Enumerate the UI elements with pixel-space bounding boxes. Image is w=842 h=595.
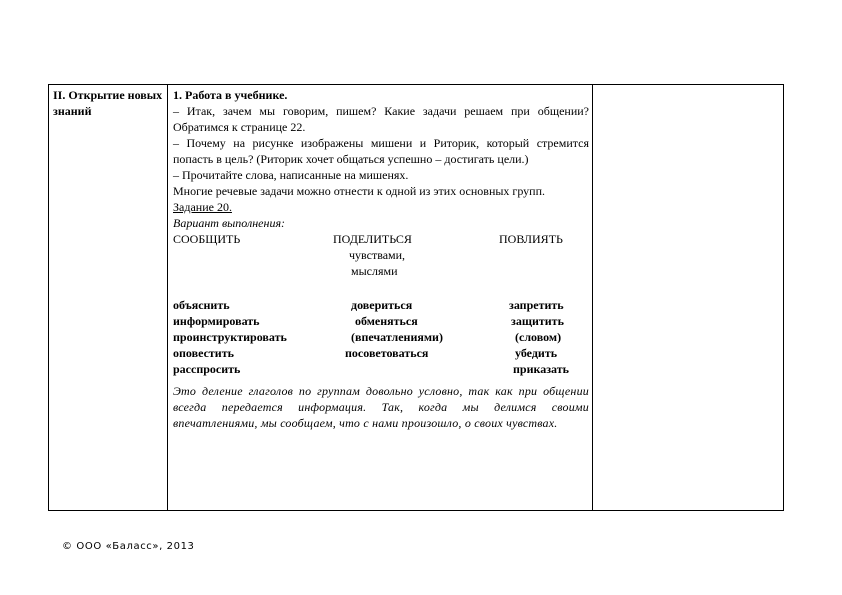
column-divider	[592, 85, 593, 510]
column-divider	[167, 85, 168, 510]
paragraph: Многие речевые задачи можно отнести к одной из этих основных групп.	[173, 184, 546, 198]
verb-table	[173, 297, 589, 377]
verb-row: проинструктировать (впечатлениями) (словом)	[173, 330, 562, 344]
copyright-footer: © ООО «Баласс», 2013	[62, 541, 195, 552]
paragraph: – Почему на рисунке изображены мишени и Риторик, который стремится попасть в цель? (Риторик хочет общаться успешно – достигать цели.)	[173, 136, 589, 166]
group-share: ПОДЕЛИТЬСЯ	[333, 232, 412, 246]
group-inform: СООБЩИТЬ	[173, 232, 241, 246]
variant-label: Вариант выполнения:	[173, 216, 286, 230]
content-cell	[173, 87, 589, 431]
stage-cell: II. Открытие новых знаний	[53, 88, 163, 118]
group-share-sub: мыслями	[351, 264, 398, 278]
task-heading: 1. Работа в учебнике.	[173, 88, 288, 102]
group-headers	[173, 231, 589, 247]
verb-row: оповестить посоветоваться убедить	[173, 346, 558, 360]
verb-row: информировать обменяться защитить	[173, 314, 564, 328]
verb-row: объяснить довериться запретить	[173, 298, 564, 312]
group-influence: ПОВЛИЯТЬ	[499, 232, 563, 246]
assignment-label: Задание 20.	[173, 200, 232, 214]
verb-row: расспросить приказать	[173, 362, 569, 376]
teacher-note: Это деление глаголов по группам довольно условно, так как при общении всегда передается информация. Так, когда мы делимся своими впечатлениями, мы сообщаем, что с нами произошло, о своих чувствах.	[173, 384, 589, 430]
group-share-sub: чувствами,	[349, 248, 406, 262]
paragraph: – Прочитайте слова, написанные на мишенях.	[173, 168, 409, 182]
paragraph: – Итак, зачем мы говорим, пишем? Какие задачи решаем при общении? Обратимся к странице 22.	[173, 104, 589, 134]
lesson-table	[48, 84, 784, 511]
